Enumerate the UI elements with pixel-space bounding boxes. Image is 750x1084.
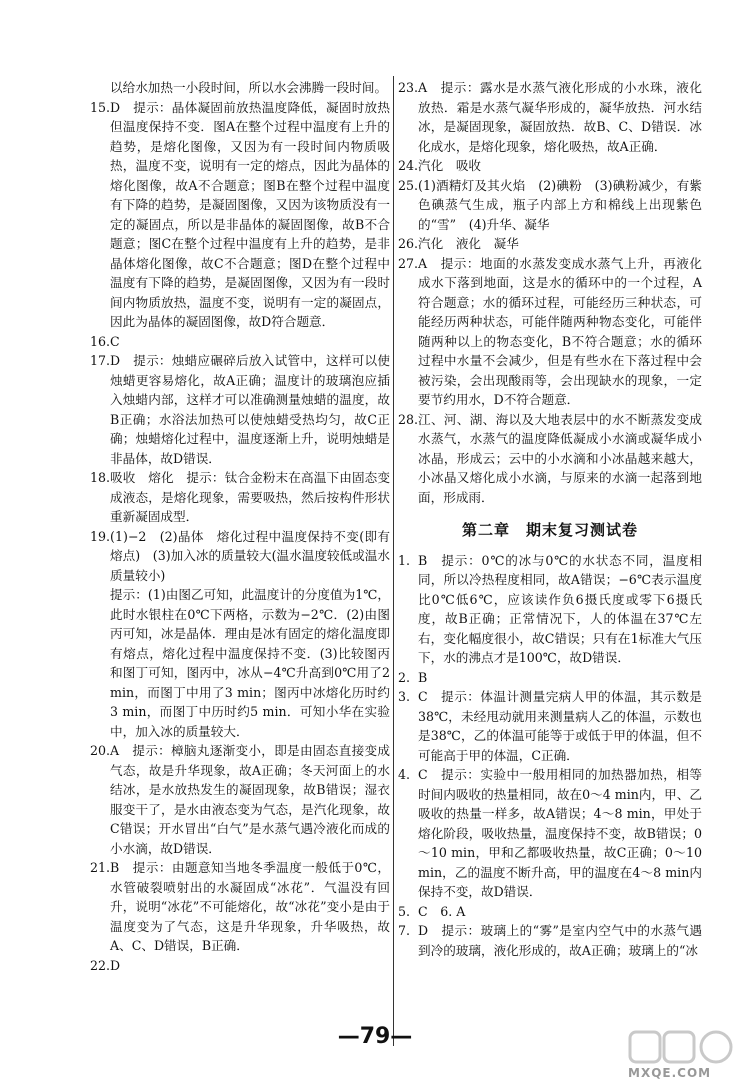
answer-number: 4. <box>398 767 411 782</box>
answer-number: 20. <box>90 743 111 758</box>
answer-text: C 6. A <box>418 903 466 919</box>
answer-number: 15. <box>90 99 111 115</box>
answer-number: 22. <box>90 957 111 973</box>
answer-number: 19. <box>90 528 111 544</box>
answer-number: 27. <box>398 255 419 271</box>
answer-number: 16. <box>90 333 111 349</box>
answer-number: 25. <box>398 177 419 193</box>
answer-item <box>398 410 702 508</box>
column-divider <box>393 76 394 1046</box>
answer-number: 1. <box>398 552 411 568</box>
answer-text: D 提示：晶体凝固前放热温度降低，凝固时放热但温度保持不变．图A在整个过程中温度有上升的趋势，是熔化图像，又因为有一段时间内物质吸热，温度不变，说明有一定的熔点，因此为晶体的熔化图像，故A不合题意；图B在整个过程中温度有下降的趋势，是凝固图像，又因为该物质没有一定的凝固点，所以是非晶体的凝固图像，故B不合题意；图C在整个过程中温度有上升的趋势，是非晶体熔化图像，故C不合题意；图D在整个过程中温度有下降的趋势，是凝固图像，又因为有一段时间内物质放热，温度不变，说明有一定的凝固点，因此为晶体的凝固图像，故D符合题意． <box>110 99 390 329</box>
answer-item <box>398 687 702 765</box>
answer-text: D <box>110 957 121 973</box>
answer-text: 吸收 熔化 提示：钛合金粉末在高温下由固态变成液态，是熔化现象，需要吸热，然后按构件形状重新凝固成型． <box>110 470 390 524</box>
right-column-answers-part2 <box>398 551 702 961</box>
answer-number: 3. <box>398 689 411 704</box>
answer-text: 以给水加热一小段时间，所以水会沸腾一段时间。 <box>110 80 388 95</box>
answer-text: B <box>418 669 428 685</box>
answer-item <box>90 527 390 586</box>
answer-item <box>90 956 390 976</box>
answer-item <box>90 351 390 468</box>
answer-item <box>398 921 702 960</box>
answer-text: 提示：(1)由图乙可知，此温度计的分度值为1℃，此时水银柱在0℃下两格，示数为−2℃．(2)由图丙可知，冰是晶体．理由是冰有固定的熔化温度即有熔点，熔化过程中温度保持不变．(3)比较图丙和图丁可知，图丙中，冰从−4℃升高到0℃用了2 min，而图丁中用了3 min；图丙中冰熔化历时约3 min，而图丁中历时约5 min．可知小华在实验中，加入冰的质量较大． <box>110 587 390 739</box>
answer-item <box>398 902 702 922</box>
answer-item <box>398 254 702 410</box>
answer-text: A 提示：露水是水蒸气液化形成的小水珠，液化放热．霜是水蒸气凝华形成的，凝华放热．河水结冰，是凝固现象，凝固放热．故B、C、D错误．冰化成水，是熔化现象，熔化吸热，故A正确． <box>418 80 702 154</box>
answer-item <box>398 176 702 235</box>
answer-item <box>90 585 390 741</box>
answer-number: 2. <box>398 669 411 685</box>
answer-item <box>90 98 390 332</box>
answer-text: 汽化 吸收 <box>418 158 481 173</box>
answer-text: B 提示：由题意知当地冬季温度一般低于0℃，水管破裂喷射出的水凝固成“冰花”．气温没有回升，说明“冰花”不可能熔化，故“冰花”变小是由于温度变为了气态，这是升华现象，升华吸热，故A、C、D错误，B正确． <box>110 860 390 953</box>
answer-text: A 提示：樟脑丸逐渐变小，即是由固态直接变成气态，故是升华现象，故A正确；冬天河面上的水结冰，是水放热发生的凝固现象，故B错误；湿衣服变干了，是水由液态变为气态，是汽化现象，故C错误；开水冒出“白气”是水蒸气遇冷液化而成的小水滴，故D错误． <box>110 743 390 856</box>
page-number: —79— <box>337 1024 413 1049</box>
answer-text: C 提示：实验中一般用相同的加热器加热，相等时间内吸收的热量相同，故在0～4 min内，甲、乙吸收的热量一样多，故A错误；4～8 min，甲处于熔化阶段，吸收热量，温度保持不变，故B错误；0～10 min，甲和乙都吸收热量，故C正确；0～10 min，乙的温度不断升高，甲的温度在4～8 min内保持不变，故D错误． <box>418 767 702 899</box>
answer-text: (1)−2 (2)晶体 熔化过程中温度保持不变(即有熔点) (3)加入冰的质量较大(温水温度较低或温水质量较小) <box>110 528 390 583</box>
answer-text: C <box>110 333 120 349</box>
answer-number: 26. <box>398 236 419 251</box>
answer-number <box>90 78 110 98</box>
watermark-text: MXQE.COM <box>628 1066 712 1080</box>
answer-text: A 提示：地面的水蒸发变成水蒸气上升，再液化成水下落到地面，这是水的循环中的一个过程，A符合题意；水的循环过程，可能经历三种状态，可能经历两种状态，可能伴随两种物态变化，可能伴随两种以上的物态变化，B不符合题意；水的循环过程中水量不会减少，但是有些水在下落过程中会被污染，会出现酸雨等，会出现缺水的现象，一定要节约用水，D不符合题意． <box>418 255 702 407</box>
answer-text: 江、河、湖、海以及大地表层中的水不断蒸发变成水蒸气，水蒸气的温度降低凝成小水滴或凝华成小冰晶，形成云；云中的小水滴和小冰晶越来越大，小冰晶又熔化成小水滴，与原来的水滴一起落到地面，形成雨． <box>418 411 702 505</box>
answer-item <box>90 858 390 956</box>
answer-text: (1)酒精灯及其火焰 (2)碘粉 (3)碘粉减少，有紫色碘蒸气生成，瓶子内部上方和棉线上出现紫色的“雪” (4)升华、凝华 <box>418 177 702 232</box>
left-column <box>90 78 390 975</box>
answer-number: 5. <box>398 903 411 919</box>
section-heading: 第二章 期末复习测试卷 <box>461 521 638 539</box>
answer-number: 23. <box>398 80 419 95</box>
answer-item <box>90 741 390 858</box>
answer-item <box>90 468 390 527</box>
answer-item <box>90 332 390 352</box>
answer-number <box>90 585 110 741</box>
answer-text: C 提示：体温计测量完病人甲的体温，其示数是38℃，未经甩动就用来测量病人乙的体温，示数也是38℃，乙的体温可能等于或低于甲的体温，但不可能高于甲的体温，C正确． <box>418 689 702 763</box>
answer-item <box>398 551 702 668</box>
answer-text: D 提示：烛蜡应碾碎后放入试管中，这样可以使烛蜡更容易熔化，故A正确；温度计的玻璃泡应插入烛蜡内部，这样才可以准确测量烛蜡的温度，故B正确；水浴法加热可以使烛蜡受热均匀，故C正确；烛蜡熔化过程中，温度逐渐上升，说明烛蜡是非晶体，故D错误． <box>110 353 390 466</box>
answer-number: 28. <box>398 411 419 427</box>
answer-item <box>398 765 702 902</box>
answer-number: 17. <box>90 353 111 368</box>
answer-text: D 提示：玻璃上的“雾”是室内空气中的水蒸气遇到冷的玻璃，液化形成的，故A正确；玻璃上的“冰 <box>418 923 702 958</box>
answer-number: 21. <box>90 860 111 875</box>
answer-item <box>398 234 702 254</box>
answer-text: B 提示：0℃的冰与0℃的水状态不同，温度相同，所以冷热程度相同，故A错误；−6℃表示温度比0℃低6℃，应该读作负6摄氏度或零下6摄氏度，故B正确；正常情况下，人的体温在37℃左右，变化幅度很小，故C错误；只有在1标准大气压下，水的沸点才是100℃，故D错误． <box>418 552 702 665</box>
answer-item <box>398 78 702 156</box>
answer-number: 24. <box>398 158 419 173</box>
answer-item <box>398 668 702 688</box>
answer-number: 7. <box>398 923 411 938</box>
answer-text: 汽化 液化 凝华 <box>418 236 519 251</box>
answer-number: 18. <box>90 470 111 485</box>
answer-item <box>90 78 390 98</box>
right-column <box>398 78 702 960</box>
answer-item <box>398 156 702 176</box>
right-column-answers-part1 <box>398 78 702 507</box>
